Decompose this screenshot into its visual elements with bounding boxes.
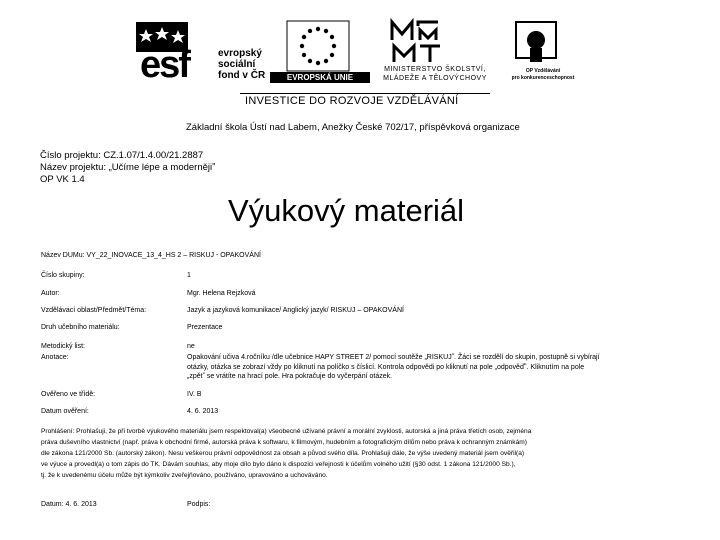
dum-name: Název DUMu: VY_22_INOVACE_13_4_HS 2 – RISKUJ - OPAKOVÁNÍ — [41, 252, 261, 259]
eu-label: EVROPSKÁ UNIE — [270, 72, 370, 83]
row-label-verified-date: Datum ověření: — [41, 408, 89, 415]
row-value-group: 1 — [187, 272, 191, 279]
declaration-line: dle zákona 121/2000 Sb. (autorský zákon). Nesu veškerou právní odpovědnost za obsah a původ svého díla. Prohlašuji dále, že výše uvedený materiál jsem ověřil(a) — [41, 450, 525, 457]
row-label-material-type: Druh učebního materiálu: — [41, 324, 120, 331]
project-number: Číslo projektu: CZ.1.07/1.4.00/21.2887 — [40, 150, 204, 161]
row-value-verified-date: 4. 6. 2013 — [187, 408, 219, 415]
op-logo — [512, 18, 562, 64]
row-label-verified-class: Ověřeno ve třídě: — [41, 391, 96, 398]
school-name: Základní škola Ústí nad Labem, Anežky České 702/17, příspěvková organizace — [186, 122, 520, 133]
eu-flag-icon — [286, 20, 350, 72]
declaration-line: tj. že k uvedenému účelu může být kýmkoliv zveřejňováno, používáno, upravováno a uchováváno. — [41, 472, 328, 479]
declaration — [41, 426, 701, 481]
row-label-group: Číslo skupiny: — [41, 272, 85, 279]
esf-line-1: evropský — [218, 48, 262, 59]
declaration-line: Prohlášení: Prohlašuji, že při tvorbě výukového materiálu jsem respektoval(a) všeobecně užívané právní a morální zvyklosti, autorská a jiná práva třetích osob, zejména — [41, 428, 532, 435]
logo-divider — [240, 93, 490, 94]
msmt-line-1: MINISTERSTVO ŠKOLSTVÍ, — [384, 66, 486, 73]
row-value-subject: Jazyk a jazyková komunikace/ Anglický jazyk/ RISKUJ – OPAKOVÁNÍ — [187, 307, 404, 314]
row-value-verified-class: IV. B — [187, 391, 202, 398]
msmt-line-2: MLÁDEŽE A TĚLOVÝCHOVY — [383, 75, 487, 82]
footer-date: Datum: 4. 6. 2013 — [41, 501, 97, 508]
row-label-annotation: Anotace: — [41, 354, 69, 361]
op-line-2: pro konkurenceschopnost — [511, 75, 575, 81]
row-value-author: Mgr. Helena Rejzková — [187, 290, 256, 297]
esf-line-2: sociální — [218, 59, 256, 70]
row-value-material-type: Prezentace — [187, 324, 223, 331]
logo-band — [0, 0, 720, 110]
investice-text: INVESTICE DO ROZVOJE VZDĚLÁVÁNÍ — [245, 95, 459, 107]
esf-line-3: fond v ČR — [218, 70, 266, 81]
footer-signature: Podpis: — [187, 501, 211, 508]
row-label-method-sheet: Metodický list: — [41, 343, 85, 350]
annotation-line-2: otázky, otázka se zobrazí vždy po kliknutí na políčko s číslicí. Kontrola odpovědi po kliknutí na pole „odpověďˮ. Kliknutím na pole — [187, 364, 585, 371]
annotation-line-1: Opakování učiva 4.ročníku /dle učebnice HAPY STREET 2/ pomocí soutěže „RISKUJˮ. Žáci se rozdělí do skupin, postupně si vybírají — [187, 354, 600, 361]
declaration-line: ve výuce a provedl(a) o tom zápis do TK. Dávám souhlas, aby moje dílo bylo dáno k dispozici veřejnosti k účelům volného užití (§30 odst. 1 zákona 121/2000 Sb.), — [41, 461, 516, 468]
declaration-line: práva duševního vlastnictví (např. práva k obchodní firmě, autorská práva k softwaru, k filmovým, hudebním a fotografickým dílům nebo práva k ochranným známkám) — [41, 439, 527, 446]
page-title: Výukový materiál — [228, 193, 465, 228]
project-name: Název projektu: „Učíme lépe a modernějiˮ — [40, 162, 216, 173]
row-label-subject: Vzdělávací oblast/Předmět/Téma: — [41, 307, 147, 314]
msmt-logo — [388, 18, 444, 66]
esf-letters: esf — [140, 44, 189, 86]
annotation-line-3: „zpětˮ se vrátíte na hrací pole. Hra pokračuje do vyčerpání otázek. — [187, 373, 393, 380]
row-value-method-sheet: ne — [187, 343, 195, 350]
op-line-1: OP Vzdělávání — [525, 68, 561, 74]
row-label-author: Autor: — [41, 290, 60, 297]
op-code: OP VK 1.4 — [40, 174, 85, 185]
